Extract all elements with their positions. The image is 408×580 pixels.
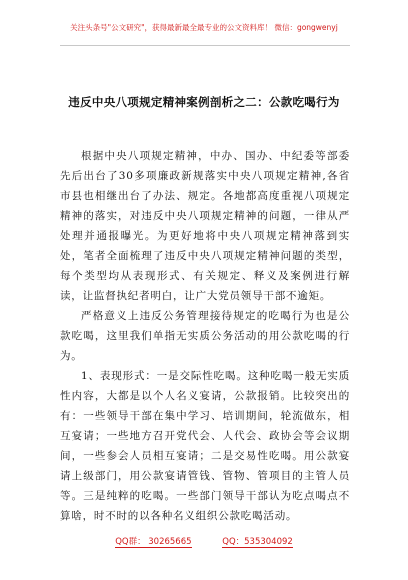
footer-qq-group[interactable]: QQ群： 30265665 [115,537,192,547]
footer-qq-contact[interactable]: QQ：535304092 [222,537,293,547]
document-body [60,146,350,526]
body-paragraph-1: 根据中央八项规定精神，中办、国办、中纪委等部委先后出台了30多项廉政新规落实中央八项规定精神,各省市县也相继出台了办法、规定。各地都高度重视八项规定精神的落实，对违反中央八项规定精神的问题，一律从严处理并通报曝光。为更好地将中央八项规定精神落到实处，笔者全面梳理了违反中央八项规定精神问题的类型，每个类型均从表现形式、有关规定、释义及案例进行解读，让监督执纪者明白，让广大党员领导干部不逾矩。 [60,150,350,302]
body-paragraph-2: 严格意义上违反公务管理接待规定的吃喝行为也是公款吃喝，这里我们单指无实质公务活动的用公款吃喝的行为。 [60,310,350,362]
document-title: 违反中央八项规定精神案例剖析之二：公款吃喝行为 [68,95,340,109]
body-paragraph-3: 1、表现形式：一是交际性吃喝。这种吃喝一般无实质性内容，大都是以个人名义宴请，公款报销。比较突出的有：一些领导干部在集中学习、培训期间，轮流做东，相互宴请；一些地方召开党代会、人代会、政协会等会议期间，一些参会人员相互宴请；二是交易性吃喝。用公款宴请上级部门，用公款宴请管钱、管物、管项目的主管人员等。三是纯粹的吃喝。一些部门领导干部认为吃点喝点不算啥，时不时的以各种名义组织公款吃喝活动。 [60,370,350,522]
footer [0,535,408,548]
header-note: 关注头条号"公文研究"，获得最新最全最专业的公文资料库！ 微信：gongwenyj [70,23,338,32]
header-divider [60,45,350,46]
